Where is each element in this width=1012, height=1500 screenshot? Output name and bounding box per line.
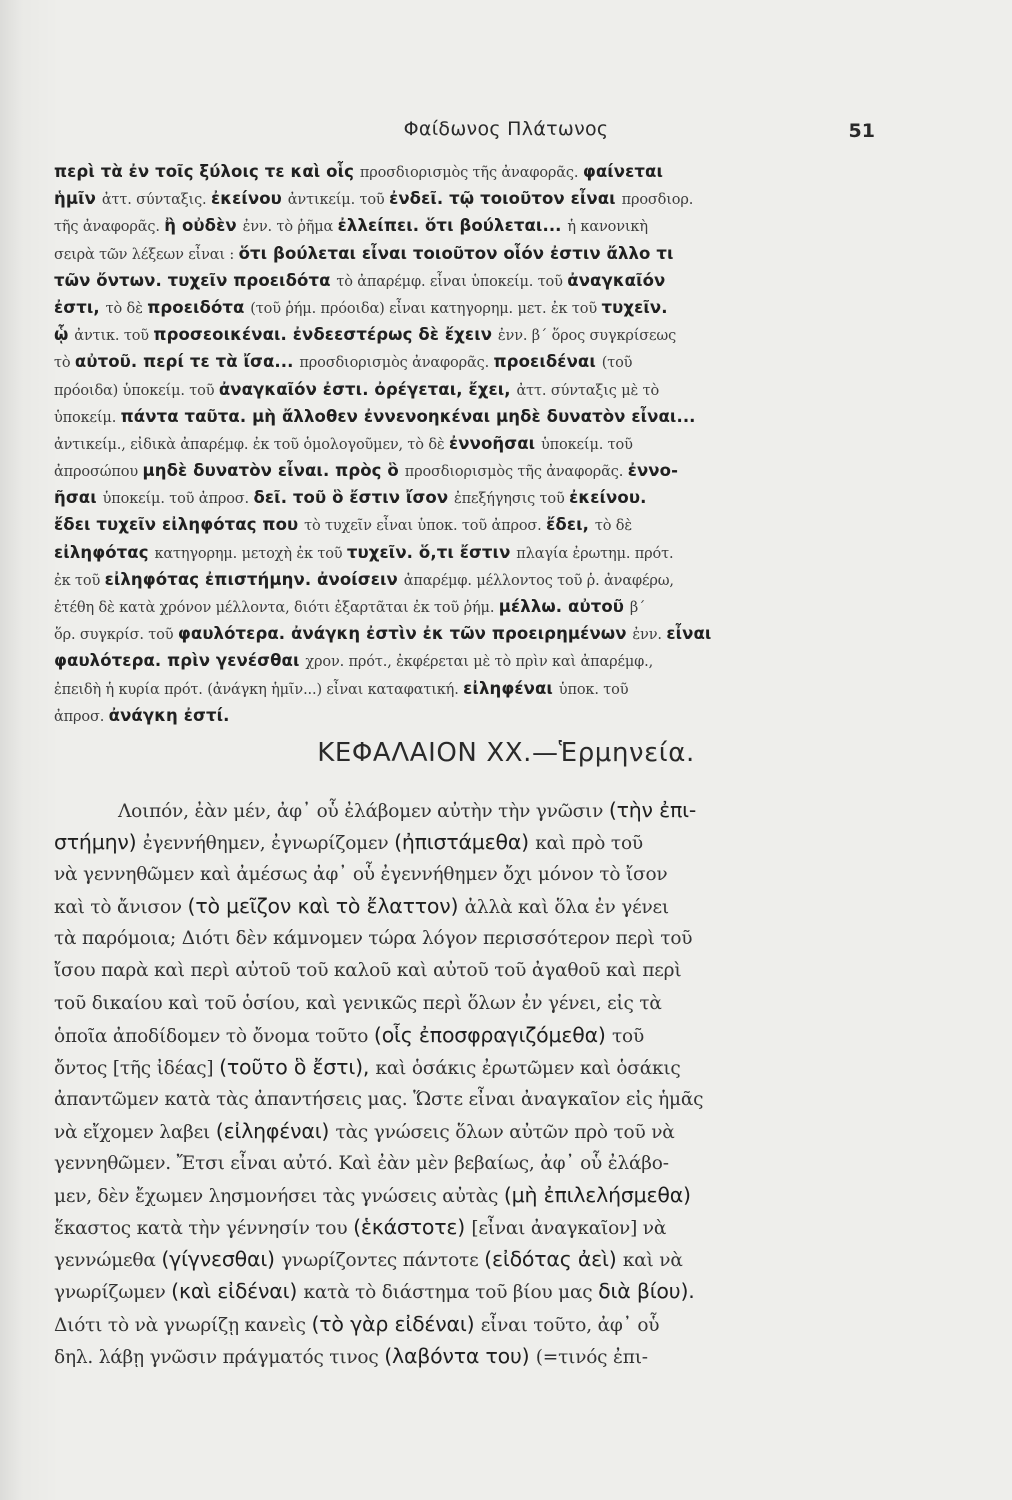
note-line [54, 647, 876, 674]
sans-segment: ὅτι βούλεται εἶναι τοιοῦτον οἷόν ἐστιν ἄλλο τι [238, 243, 674, 263]
serif-segment: ἀπροσ. [54, 708, 109, 725]
body-line [54, 1211, 876, 1243]
sans-segment: εἰληφότας ἐπιστήμην. ἀνοίσειν [104, 569, 404, 589]
serif-segment: κατὰ τὸ διάστημα τοῦ βίου μας [303, 1282, 599, 1304]
sans-segment: (ἠπιστάμεθα) [394, 830, 536, 855]
note-line [54, 158, 876, 185]
sans-segment: τῶν ὄντων. τυχεῖν προειδότα [54, 270, 337, 290]
sans-segment: στήμην) [54, 830, 143, 855]
serif-segment: ἐτέθη δὲ κατὰ χρόνον μέλλοντα, διότι ἐξαρτᾶται ἐκ τοῦ ῥήμ. [54, 600, 499, 616]
sans-segment: (τὴν ἐπι- [608, 798, 697, 822]
body-line [54, 858, 876, 890]
body-line [54, 1019, 876, 1051]
body-line [54, 1340, 876, 1372]
serif-segment: ὑποκ. τοῦ [558, 681, 629, 698]
body-line [54, 1147, 876, 1179]
sans-segment: μηδὲ δυνατὸν εἶναι. πρὸς ὃ [142, 461, 405, 481]
sans-segment: ἀνάγκη ἐστί. [108, 705, 230, 725]
sans-segment: φαίνεται [582, 162, 664, 181]
body-line [54, 1308, 876, 1340]
sans-segment: προσεοικέναι. ἐνδεεστέρως δὲ ἔχειν [153, 325, 498, 345]
serif-segment: καὶ νὰ [622, 1250, 683, 1272]
note-line [54, 430, 876, 457]
note-line [54, 240, 876, 267]
body-line [54, 1083, 876, 1115]
serif-segment: ἀντικείμ., εἰδικὰ ἀπαρέμφ. ἐκ τοῦ ὁμολογοῦμεν, τὸ δὲ [54, 436, 449, 453]
serif-segment: προσδιορισμὸς τῆς ἀναφορᾶς. [404, 464, 628, 481]
page-number: 51 [848, 120, 875, 142]
serif-segment: μεν, δὲν ἔχωμεν λησμονήσει τὰς γνώσεις αὐτὰς [54, 1186, 504, 1208]
note-line [54, 511, 876, 538]
serif-segment: ὅρ. συγκρίσ. τοῦ [54, 627, 178, 644]
serif-segment: ἀπροσώπου [54, 464, 143, 481]
serif-segment: ἐνν. τὸ ῥῆμα [242, 219, 338, 236]
serif-segment: κατηγορημ. μετοχὴ ἐκ τοῦ [154, 545, 347, 562]
serif-segment: ἀντικείμ. τοῦ [287, 192, 390, 209]
note-line [54, 620, 876, 647]
serif-segment: τὸ τυχεῖν εἶναι ὑποκ. τοῦ ἀπροσ. [304, 518, 547, 535]
serif-segment: τὰ παρόμοια; Διότι δὲν κάμνομεν τώρα λόγον περισσότερον περὶ τοῦ [54, 928, 693, 950]
serif-segment: ἐπειδὴ ἡ κυρία πρότ. (ἀνάγκη ἡμῖν...) εἶναι καταφατική. [54, 681, 464, 698]
body-line [54, 794, 876, 826]
body-line [54, 1179, 876, 1211]
body-line [54, 954, 876, 986]
serif-segment: γνωρίζωμεν [54, 1282, 172, 1304]
sans-segment: (τοῦτο ὃ ἔστι), [219, 1054, 376, 1079]
sans-segment: ἔδει τυχεῖν εἰληφότας που [54, 515, 305, 535]
serif-segment: ὑποκείμ. [54, 409, 121, 426]
serif-segment: τὸ ἀπαρέμφ. εἶναι ὑποκείμ. τοῦ [336, 273, 568, 290]
body-line [54, 1275, 876, 1307]
serif-segment: τὸ δὲ [105, 300, 148, 317]
sans-segment: (οἷς ἐποσφραγιζόμεθα) [373, 1022, 612, 1047]
sans-segment: ῆσαι [54, 488, 103, 508]
serif-segment: Διότι τὸ νὰ γνωρίζῃ κανεὶς [54, 1314, 312, 1336]
body-line [54, 922, 876, 954]
serif-segment: πλαγία ἐρωτημ. πρότ. [516, 545, 674, 562]
sans-segment: μέλλω. αὐτοῦ [498, 597, 630, 616]
serif-segment: ἐκ τοῦ [54, 572, 105, 589]
serif-segment: ἐνν. β΄ ὅρος συγκρίσεως [497, 328, 677, 345]
serif-segment: (τοῦ [601, 355, 633, 372]
note-line [54, 593, 876, 620]
body-line [54, 1115, 876, 1147]
note-line [54, 321, 876, 348]
sans-segment: ἐκείνου [210, 189, 288, 209]
serif-segment: ὑποκείμ. τοῦ [541, 436, 633, 453]
note-line [54, 539, 876, 566]
serif-segment: β΄ [629, 600, 646, 616]
serif-segment: τὸ [54, 355, 75, 372]
serif-segment: ἴσου παρὰ καὶ περὶ αὐτοῦ τοῦ καλοῦ καὶ αὐτοῦ τοῦ ἀγαθοῦ καὶ περὶ [54, 960, 682, 982]
serif-segment: νὰ γεννηθῶμεν καὶ ἀμέσως ἀφ᾽ οὗ ἐγεννήθημεν ὄχι μόνον τὸ ἴσον [54, 864, 668, 886]
sans-segment: τυχεῖν. [601, 297, 668, 317]
note-line [54, 267, 876, 294]
serif-segment: ἐπεξήγησις τοῦ [454, 491, 570, 508]
serif-segment: χρον. πρότ., ἐκφέρεται μὲ τὸ πρὶν καὶ ἀπαρέμφ., [305, 654, 654, 671]
sans-segment: (καὶ εἰδέναι) [171, 1279, 304, 1304]
sans-segment: εἶναι [666, 624, 712, 644]
commentary-notes [54, 158, 876, 729]
sans-segment: ἐννο- [627, 461, 679, 481]
serif-segment: ὑποκείμ. τοῦ ἀπροσ. [102, 491, 254, 508]
sans-segment: ἡμῖν [54, 189, 102, 209]
note-line [54, 376, 876, 403]
serif-segment: τὸ δὲ [594, 518, 632, 535]
body-line [54, 1051, 876, 1083]
note-line [54, 566, 876, 593]
serif-segment: (=τινός ἐπι- [535, 1346, 648, 1368]
serif-segment: ἀττ. σύνταξις. [101, 192, 211, 209]
serif-segment: πρόοιδα) ὑποκείμ. τοῦ [54, 382, 219, 399]
sans-segment: (τὸ μεῖζον καὶ τὸ ἔλαττον) [187, 894, 465, 919]
sans-segment: ἀναγκαῖόν ἐστι. ὀρέγεται, ἔχει, [218, 379, 517, 399]
sans-segment: ἐνδεῖ. τῷ τοιοῦτον εἶναι [389, 189, 622, 209]
sans-segment: εἰληφέναι [463, 678, 559, 698]
sans-segment: ἐλλείπει. ὅτι βούλεται... [337, 216, 568, 236]
sans-segment: εἰληφότας [54, 542, 155, 562]
sans-segment: αὐτοῦ. περί τε τὰ ἴσα... [74, 352, 300, 372]
sans-segment: ἐκείνου. [569, 488, 647, 508]
sans-segment: τυχεῖν. ὅ,τι ἔστιν [346, 542, 517, 562]
running-title: Φαίδωνος Πλάτωνος [403, 118, 609, 140]
body-line [54, 987, 876, 1019]
note-line [54, 185, 876, 212]
serif-segment: γεννηθῶμεν. Ἔτσι εἶναι αὐτό. Καὶ ἐὰν μὲν βεβαίως, ἀφ᾽ οὗ ἐλάβο- [54, 1153, 669, 1175]
sans-segment: ἐστι, [54, 297, 106, 317]
note-line [54, 675, 876, 702]
serif-segment: Λοιπόν, ἐὰν μέν, ἀφ᾽ οὗ ἐλάβομεν αὐτὴν τὴν γνῶσιν [118, 801, 609, 822]
sans-segment: (ἑκάστοτε) [353, 1215, 472, 1240]
note-line [54, 403, 876, 430]
note-line [54, 484, 876, 511]
sans-segment: περὶ τὰ ἐν τοῖς ξύλοις τε καὶ οἷς [54, 162, 360, 181]
sans-segment: διὰ βίου). [598, 1279, 695, 1304]
sans-segment: προειδέναι [493, 352, 602, 372]
serif-segment: προσδιορισμὸς τῆς ἀναφορᾶς. [359, 165, 583, 181]
serif-segment: (τοῦ ῥήμ. πρόοιδα) εἶναι κατηγορημ. μετ. ἐκ τοῦ [250, 300, 602, 317]
serif-segment: ἐγεννήθημεν, ἐγνωρίζομεν [142, 833, 395, 855]
note-line [54, 457, 876, 484]
serif-segment: ἀπαρέμφ. μέλλοντος τοῦ ῥ. ἀναφέρω, [403, 572, 674, 589]
note-line [54, 702, 876, 729]
serif-segment: ἡ κανονικὴ [567, 219, 648, 236]
sans-segment: πάντα ταῦτα. μὴ ἄλλοθεν ἐννενοηκέναι μηδὲ δυνατὸν εἶναι... [120, 406, 696, 426]
chapter-heading: ΚΕΦΑΛΑΙΟΝ XX.—Ἑρμηνεία. [317, 738, 695, 768]
serif-segment: ἀπαντῶμεν κατὰ τὰς ἀπαντήσεις μας. Ὥστε εἶναι ἀναγκαῖον εἰς ἡμᾶς [54, 1088, 704, 1110]
serif-segment: τοῦ [612, 1025, 645, 1047]
sans-segment: ἢ οὐδὲν [164, 216, 243, 236]
serif-segment: δηλ. λάβῃ γνῶσιν πράγματός τινος [54, 1346, 385, 1368]
serif-segment: τὰς γνώσεις ὅλων αὐτῶν πρὸ τοῦ νὰ [335, 1121, 675, 1143]
serif-segment: καὶ ὁσάκις ἐρωτῶμεν καὶ ὁσάκις [375, 1057, 681, 1079]
sans-segment: προειδότα [147, 297, 251, 317]
serif-segment: γνωρίζοντες πάντοτε [281, 1250, 485, 1272]
serif-segment: ἐνν. [632, 627, 667, 644]
serif-segment: προσδιορισμὸς ἀναφορᾶς. [299, 355, 494, 372]
body-line [54, 1243, 876, 1275]
sans-segment: ἀναγκαῖόν [567, 270, 666, 290]
body-line [54, 890, 876, 922]
serif-segment: ὁποῖα ἀποδίδομεν τὸ ὄνομα τοῦτο [54, 1025, 374, 1047]
sans-segment: (γίγνεσθαι) [161, 1247, 282, 1272]
translation-body [54, 794, 876, 1372]
serif-segment: ἀντικ. τοῦ [74, 328, 154, 345]
serif-segment: ἀλλὰ καὶ ὅλα ἐν γένει [464, 897, 669, 919]
serif-segment: σειρὰ τῶν λέξεων εἶναι : [54, 246, 239, 263]
serif-segment: εἶναι τοῦτο, ἀφ᾽ οὗ [480, 1314, 660, 1336]
serif-segment: τοῦ δικαίου καὶ τοῦ ὁσίου, καὶ γενικῶς περὶ ὅλων ἐν γένει, εἰς τὰ [54, 992, 662, 1014]
sans-segment: φαυλότερα. ἀνάγκη ἐστὶν ἐκ τῶν προειρημένων [177, 624, 633, 644]
serif-segment: γεννώμεθα [54, 1250, 162, 1272]
serif-segment: ἀττ. σύνταξις μὲ τὸ [516, 382, 660, 399]
serif-segment: ὄντος [τῆς ἰδέας] [54, 1057, 220, 1079]
serif-segment: νὰ εἴχομεν λαβει [54, 1121, 216, 1143]
sans-segment: (λαβόντα του) [384, 1343, 536, 1368]
sans-segment: ἔδει, [546, 515, 595, 535]
serif-segment: [εἶναι ἀναγκαῖον] νὰ [471, 1218, 667, 1240]
sans-segment: (μὴ ἐπιλελήσμεθα) [503, 1183, 691, 1208]
running-head [0, 118, 1012, 146]
note-line [54, 294, 876, 321]
serif-segment: καὶ πρὸ τοῦ [535, 833, 643, 855]
sans-segment: (τὸ γὰρ εἰδέναι) [311, 1311, 481, 1336]
serif-segment: προσδιορ. [621, 192, 694, 209]
sans-segment: ἐννοῆσαι [449, 433, 542, 453]
sans-segment: (εἰληφέναι) [215, 1118, 336, 1143]
sans-segment: (εἰδότας ἀεὶ) [484, 1247, 623, 1272]
note-line [54, 348, 876, 375]
sans-segment: φαυλότερα. πρὶν γενέσθαι [54, 651, 306, 671]
sans-segment: ᾧ [54, 325, 75, 345]
sans-segment: δεῖ. τοῦ ὃ ἔστιν ἴσον [253, 488, 455, 508]
serif-segment: τῆς ἀναφορᾶς. [54, 219, 165, 236]
serif-segment: καὶ τὸ ἄνισον [54, 897, 188, 919]
note-line [54, 212, 876, 239]
body-line [54, 826, 876, 858]
serif-segment: ἕκαστος κατὰ τὴν γέννησίν του [54, 1218, 354, 1240]
